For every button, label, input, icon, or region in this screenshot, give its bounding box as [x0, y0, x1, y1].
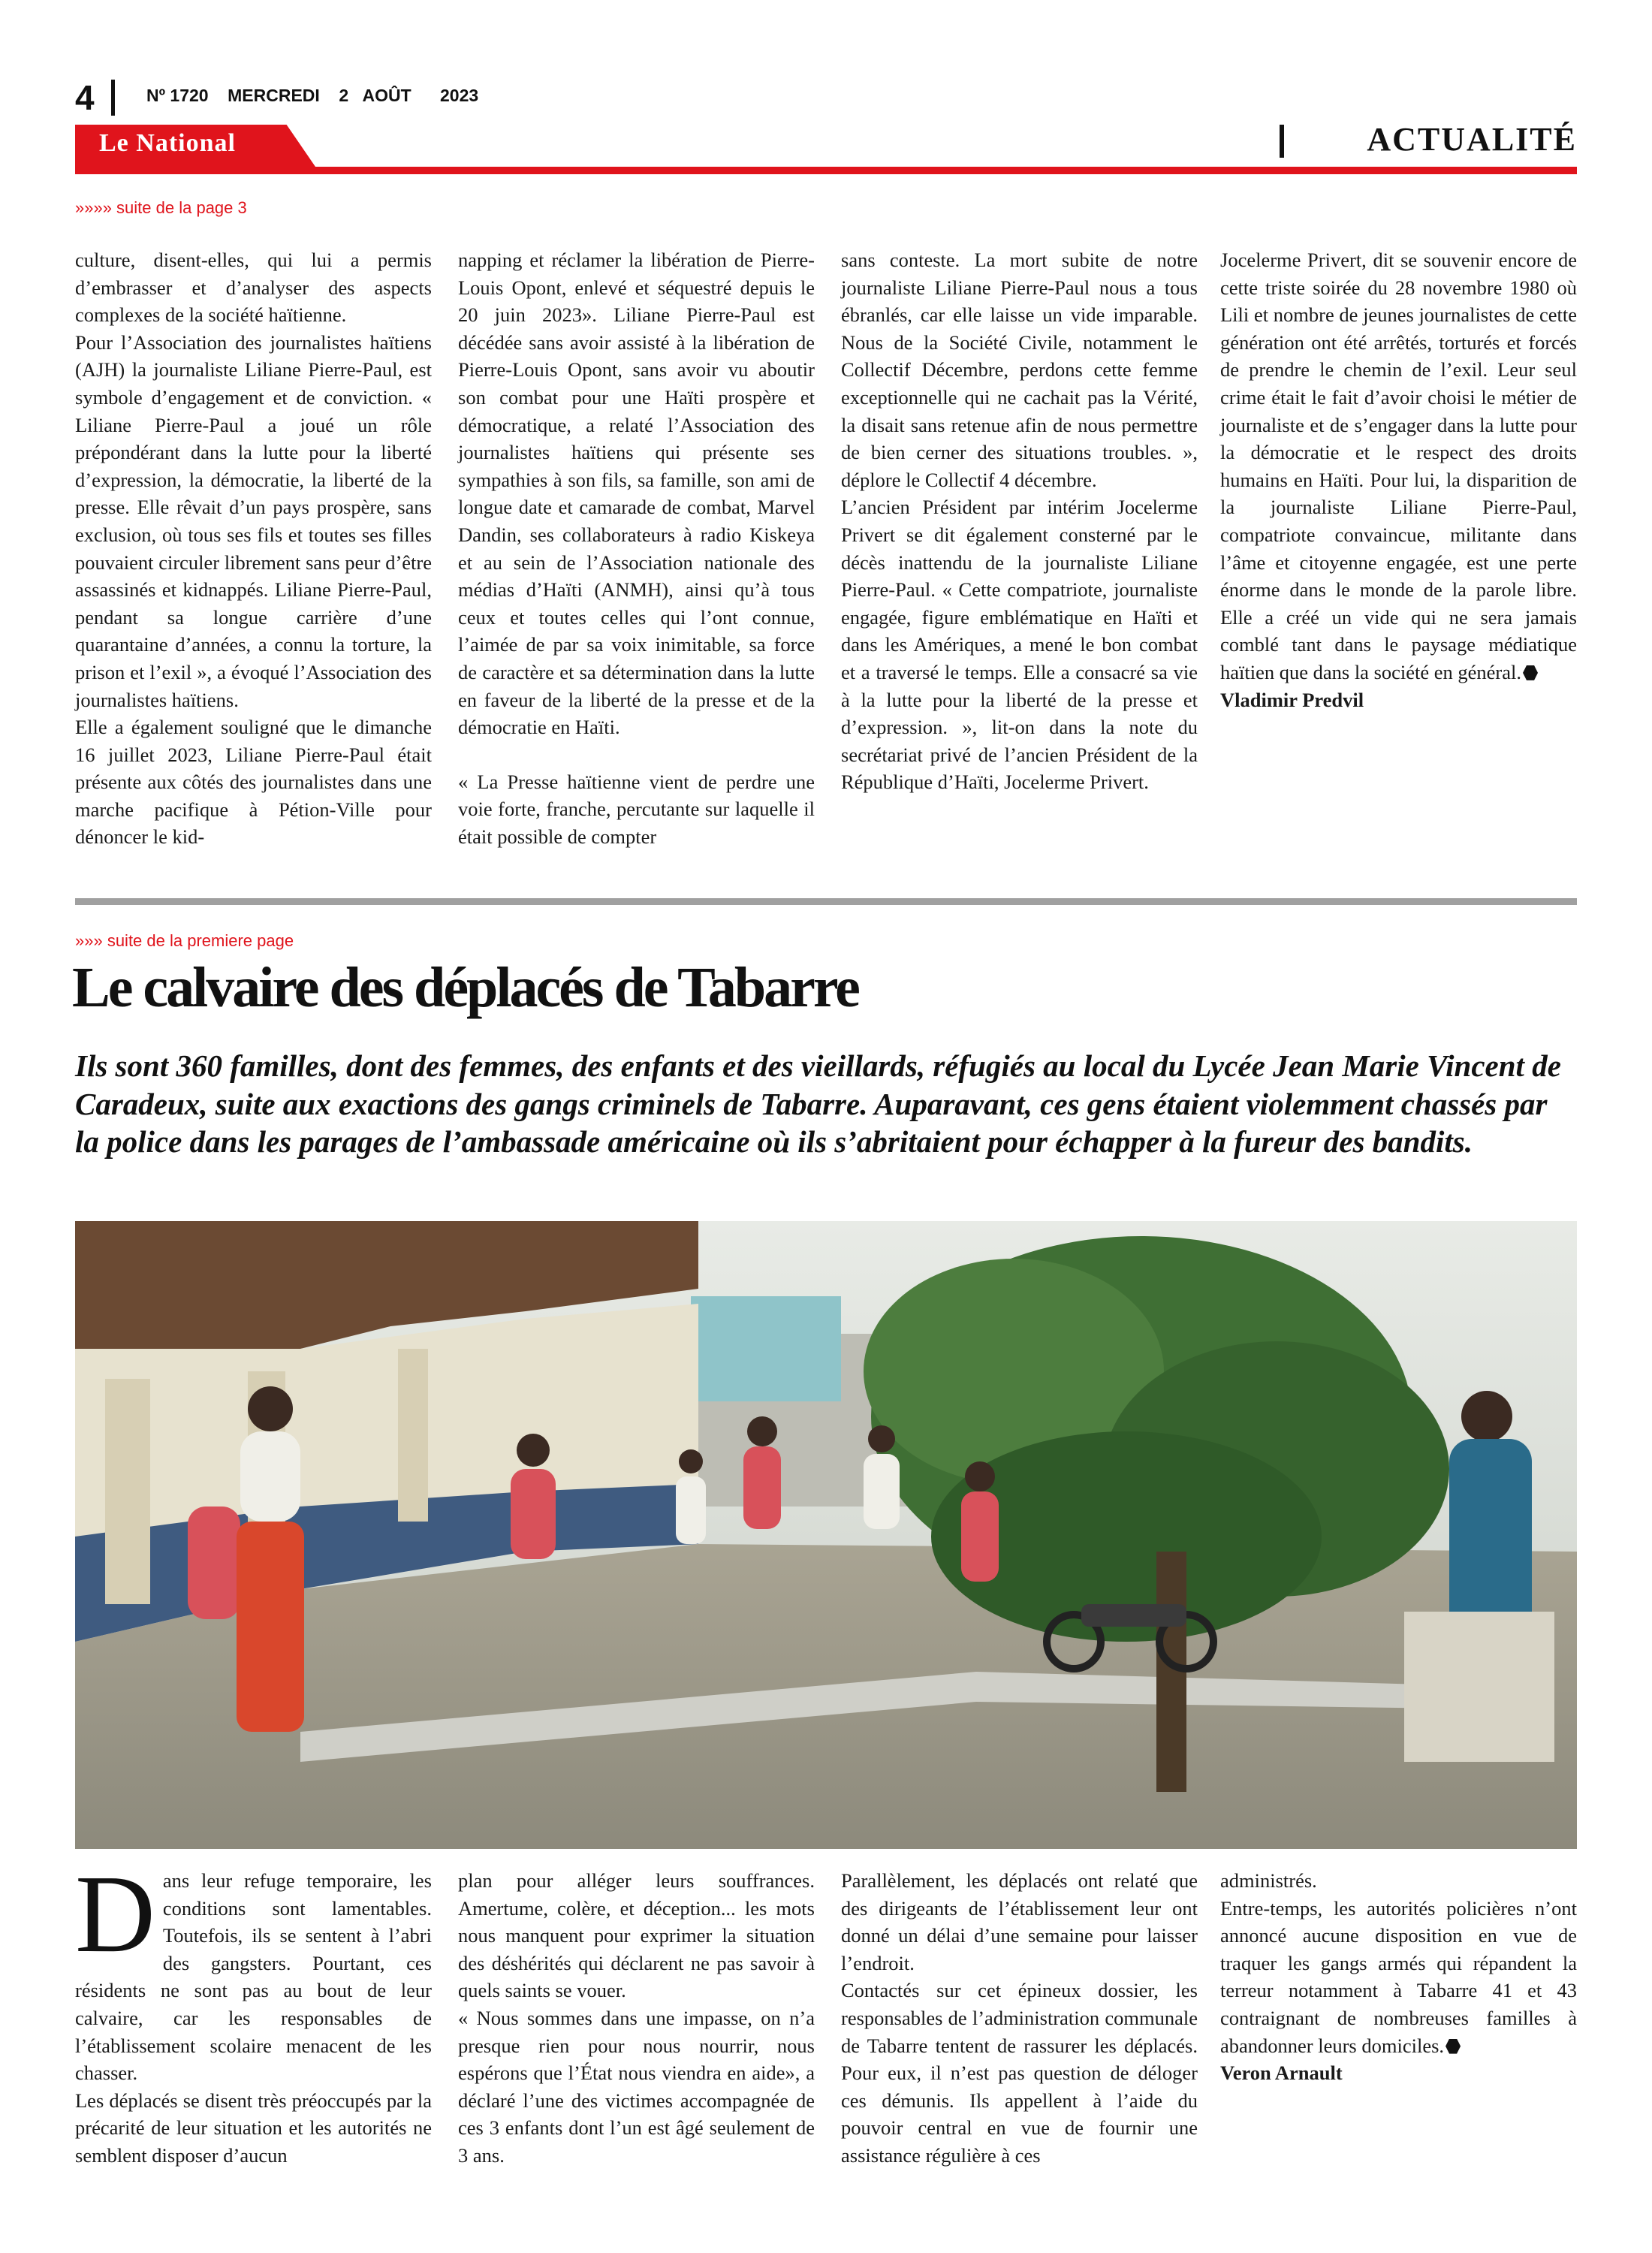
issue-day: 2 — [339, 86, 349, 105]
paragraph: « La Presse haïtienne vient de perdre une voie forte, franche, percutante sur laquelle il était possible de compter — [458, 770, 815, 848]
article2-photo — [75, 1221, 1577, 1849]
section-title: ACTUALITÉ — [1367, 121, 1577, 158]
continued-from-link[interactable]: »»»» suite de la page 3 — [75, 198, 247, 217]
article2-headline: Le calvaire des déplacés de Tabarre — [72, 956, 858, 1019]
page-number: 4 — [75, 78, 95, 117]
paragraph-text: ans leur refuge temporaire, les conditions sont lamentables. Toutefois, ils se sentent à l’abri des gangsters. Pourtant, ces résidents ne sont pas au bout de leur calvaire, car les responsables de l’établissement scolaire menacent de les chasser. — [75, 1869, 432, 2085]
article-separator — [75, 898, 1577, 905]
paragraph: Parallèlement, les déplacés ont relaté que des dirigeants de l’établissement leur ont donné un délai d’une semaine pour laisser l’endroit. — [841, 1869, 1198, 1974]
article2-author: Veron Arnault — [1220, 2061, 1343, 2085]
issue-year: 2023 — [440, 86, 479, 105]
paragraph-text: Entre-temps, les autorités policières n’ont annoncé aucune disposition en vue de traquer les gangs armés qui répandent la terreur notamment à Tabarre 41 et 43 contraignant de nombreuses familles à abandonner leurs domiciles. — [1220, 1896, 1577, 2057]
article1-column-4 — [1220, 246, 1577, 713]
article2-column-1 — [75, 1853, 432, 2170]
dropcap: D — [75, 1853, 155, 1976]
section-divider — [1280, 125, 1284, 158]
displaced-people-courtyard-photo — [75, 1221, 1577, 1849]
paragraph — [75, 1853, 432, 2087]
issue-info — [146, 86, 478, 106]
paragraph: Elle a également souligné que le dimanche 16 juillet 2023, Liliane Pierre-Paul était présente aux côtés des journalistes dans une marche pacifique à Pétion-Ville pour dénoncer le kid- — [75, 716, 432, 849]
paragraph: culture, disent-elles, qui lui a permis d’embrasser et d’analyser des aspects complexes de la société haïtienne. — [75, 249, 432, 327]
paragraph — [1220, 1895, 1577, 2060]
page-header — [75, 75, 1577, 120]
paragraph: sans conteste. La mort subite de notre journaliste Liliane Pierre-Paul nous a tous ébranlés, car elle laisse un vide imparable. Nous de la Société Civile, notamment le Collectif Décembre, perdons cette femme exceptionnelle qui ne cachait pas la Vérité, la disait sans retenue afin de nous permettre de bien cerner des situations troubles. », déplore le Collectif 4 décembre. — [841, 249, 1198, 491]
paragraph: Les déplacés se disent très préoccupés par la précarité de leur situation et les autorités ne semblent disposer d’aucun — [75, 2089, 432, 2167]
paragraph: plan pour alléger leurs souffrances. Amertume, colère, et déception... les mots nous manquent pour exprimer la situation des déshérités qui déclarent ne pas savoir à quels saints se vouer. — [458, 1869, 815, 2002]
issue-weekday: MERCREDI — [228, 86, 320, 105]
paragraph: Pour l’Association des journalistes haïtiens (AJH) la journaliste Liliane Pierre-Paul, est symbole d’engagement et de conviction. « Liliane Pierre-Paul a joué un rôle prépondérant dans la lutte pour la liberté d’expression, la démocratie, la liberté de la presse. Elle rêvait d’un pays prospère, sans exclusion, où tous ses fils et toutes ses filles pouvaient circuler librement sans peur d’être assassinés et kidnappés. Liliane Pierre-Paul, pendant sa longue carrière d’une quarantaine d’années, a connu la torture, la prison et l’exil », a évoqué l’Association des journalistes haïtiens. — [75, 330, 432, 711]
paragraph: « Nous sommes dans une impasse, on n’a presque rien pour nous nourrir, nous espérons que l’État nous viendra en aide», a déclaré l’une des victimes accompagnée de ces 3 enfants dont l’un est âgé seulement de 3 ans. — [458, 2006, 815, 2167]
end-of-article-icon — [1446, 2039, 1461, 2054]
article2-column-4 — [1220, 1867, 1577, 2087]
article1-column-1 — [75, 246, 432, 851]
article2-column-2 — [458, 1867, 815, 2170]
paragraph: Contactés sur cet épineux dossier, les responsables de l’administration communale de Tabarre tentent de rassurer les déplacés. Pour eux, il n’est pas question de déloger ces démunis. Ils appellent à l’aide du pouvoir central en vue de fournir une assistance régulière à ces — [841, 1979, 1198, 2167]
page-number-divider — [111, 80, 115, 116]
brand-band — [75, 121, 1577, 174]
end-of-article-icon — [1523, 665, 1538, 680]
paragraph-text: Jocelerme Privert, dit se souvenir encore de cette triste soirée du 28 novembre 1980 où Lili et nombre de jeunes journalistes de cette génération ont été arrêtés, torturés et forcés de prendre le chemin de l’exil. Leur seul crime était le fait d’avoir choisi le métier de journaliste et de s’engager dans la lutte pour la démocratie et le respect des droits humains en Haïti. Pour lui, la disparition de la journaliste Liliane Pierre-Paul, compatriote convaincue, militante dans l’âme et citoyenne engagée, est une perte énorme dans le monde de la parole libre. Elle a créé un vide qui ne sera jamais comblé tant dans le paysage médiatique haïtien que dans la société en général. — [1220, 249, 1577, 683]
article1-author: Vladimir Predvil — [1220, 688, 1364, 711]
paragraph: administrés. — [1220, 1869, 1317, 1892]
article2-deck: Ils sont 360 familles, dont des femmes, des enfants et des vieillards, réfugiés au local du Lycée Jean Marie Vincent de Caradeux, suite aux exactions des gangs criminels de Tabarre. Auparavant, ces gens étaient violemment chassés par la police dans les parages de l’ambassade américaine où ils s’abritaient pour échapper à la fureur des bandits. — [75, 1048, 1561, 1159]
issue-month: AOÛT — [362, 86, 411, 105]
issue-number: Nº 1720 — [146, 86, 209, 105]
paragraph: L’ancien Président par intérim Jocelerme Privert se dit également consterné par le décès inattendu de la journaliste Liliane Pierre-Paul. « Cette compatriote, journaliste engagée, figure emblématique en Haïti et dans les Amériques, a mené le bon combat et a traversé le temps. Elle a consacré sa vie à la lutte pour la liberté de la presse et d’expression. », lit-on dans la note du secrétariat privé de l’ancien Président de la République d’Haïti, Jocelerme Privert. — [841, 496, 1198, 794]
brand-rule — [75, 167, 1577, 174]
newspaper-logo: Le National — [99, 129, 236, 157]
article2-column-3 — [841, 1867, 1198, 2170]
article1-column-3 — [841, 246, 1198, 796]
paragraph — [1220, 246, 1577, 686]
article1-column-2 — [458, 246, 815, 850]
continued-from-link[interactable]: »»» suite de la premiere page — [75, 931, 294, 950]
paragraph: napping et réclamer la libération de Pierre-Louis Opont, enlevé et séquestré depuis le 20 juin 2023». Liliane Pierre-Paul est décédée sans avoir assisté à la libération de Pierre-Louis Opont, sans avoir vu aboutir son combat pour une Haïti prospère et démocratique, a relaté l’Association des journalistes haïtiens qui présente ses sympathies à son fils, sa famille, son ami de longue date et camarade de combat, Marvel Dandin, ses collaborateurs à radio Kiskeya et au sein de l’Association nationale des médias d’Haïti (ANMH), ainsi qu’à tous ceux et toutes celles qui l’ont connue, l’aimée de par sa voix inimitable, sa force de caractère et sa détermination dans la lutte en faveur de la liberté de la presse et de la démocratie en Haïti. — [458, 249, 815, 739]
